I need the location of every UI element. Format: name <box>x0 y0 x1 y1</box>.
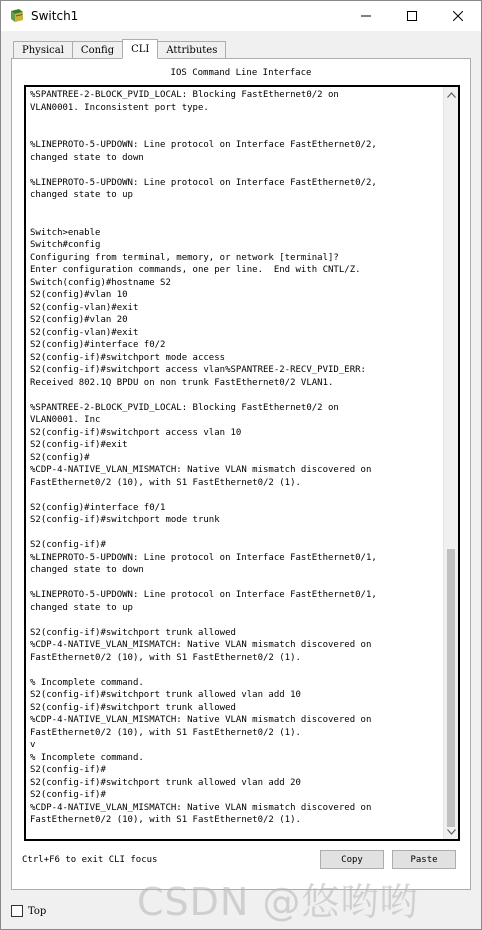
tab-config[interactable]: Config <box>72 41 123 59</box>
switch-device-icon <box>9 8 25 24</box>
console-scrollbar[interactable] <box>443 87 458 839</box>
top-checkbox[interactable] <box>11 905 23 917</box>
window-title: Switch1 <box>31 9 79 23</box>
watermark: CSDN @悠哟哟 <box>137 880 419 924</box>
scroll-down-button[interactable] <box>444 824 459 839</box>
maximize-button[interactable] <box>389 1 435 31</box>
minimize-button[interactable] <box>343 1 389 31</box>
maximize-icon <box>407 11 417 21</box>
cli-console[interactable] <box>24 85 460 841</box>
cli-output[interactable]: %SPANTREE-2-BLOCK_PVID_LOCAL: Blocking FastEthernet0/2 on VLAN0001. Inconsistent port type. %LINEPROTO-5-UPDOWN: Line protocol on Interface FastEthernet0/2, changed state to down %LINEPROTO-5-UPDOWN: Line protocol on Interface FastEthernet0/2, changed state to up Switch>enable Switch#config Configuring from terminal, memory, or network [terminal]? Enter configuration commands, one per line. End with CNTL/Z. Switch(config)#hostname S2 S2(config)#vlan 10 S2(config-vlan)#exit S2(config)#vlan 20 S2(config-vlan)#exit S2(config)#interface f0/2 S2(config-if)#switchport mode access S2(config-if)#switchport access vlan%SPANTREE-2-RECV_PVID_ERR: Received 802.1Q BPDU on non trunk FastEthernet0/2 VLAN1. %SPANTREE-2-BLOCK_PVID_LOCAL: Blocking FastEthernet0/2 on VLAN0001. Inc S2(config-if)#switchport access vlan 10 S2(config-if)#exit S2(config)# %CDP-4-NATIVE_VLAN_MISMATCH: Native VLAN mismatch discovered on FastEthernet0/2 (10), with S1 FastEthernet0/2 (1). S2(config)#interface f0/1 S2(config-if)#switchport mode trunk S2(config-if)# %LINEPROTO-5-UPDOWN: Line protocol on Interface FastEthernet0/1, changed state to down %LINEPROTO-5-UPDOWN: Line protocol on Interface FastEthernet0/1, changed state to up S2(config-if)#switchport trunk allowed %CDP-4-NATIVE_VLAN_MISMATCH: Native VLAN mismatch discovered on FastEthernet0/2 (10), with S1 FastEthernet0/2 (1). % Incomplete command. S2(config-if)#switchport trunk allowed vlan add 10 S2(config-if)#switchport trunk allowed %CDP-4-NATIVE_VLAN_MISMATCH: Native VLAN mismatch discovered on FastEthernet0/2 (10), with S1 FastEthernet0/2 (1). v % Incomplete command. S2(config-if)# S2(config-if)#switchport trunk allowed vlan add 20 S2(config-if)# %CDP-4-NATIVE_VLAN_MISMATCH: Native VLAN mismatch discovered on FastEthernet0/2 (10), with S1 FastEthernet0/2 (1). <box>30 90 377 825</box>
cli-panel <box>11 58 471 890</box>
tab-bar <box>13 39 225 59</box>
panel-title: IOS Command Line Interface <box>170 68 312 78</box>
copy-button[interactable]: Copy <box>320 850 384 869</box>
top-label: Top <box>28 905 47 917</box>
title-bar <box>1 1 481 31</box>
tab-physical[interactable]: Physical <box>13 41 73 59</box>
paste-button[interactable]: Paste <box>392 850 456 869</box>
exit-cli-hint: Ctrl+F6 to exit CLI focus <box>22 855 158 865</box>
scroll-up-button[interactable] <box>444 87 459 102</box>
scroll-thumb[interactable] <box>447 549 455 827</box>
tab-attributes[interactable]: Attributes <box>157 41 226 59</box>
tab-cli[interactable]: CLI <box>122 39 158 59</box>
minimize-icon <box>361 11 371 21</box>
chevron-up-icon <box>447 92 456 98</box>
close-button[interactable] <box>435 1 481 31</box>
chevron-down-icon <box>447 829 456 835</box>
top-option[interactable] <box>11 905 46 917</box>
close-icon <box>453 11 463 21</box>
